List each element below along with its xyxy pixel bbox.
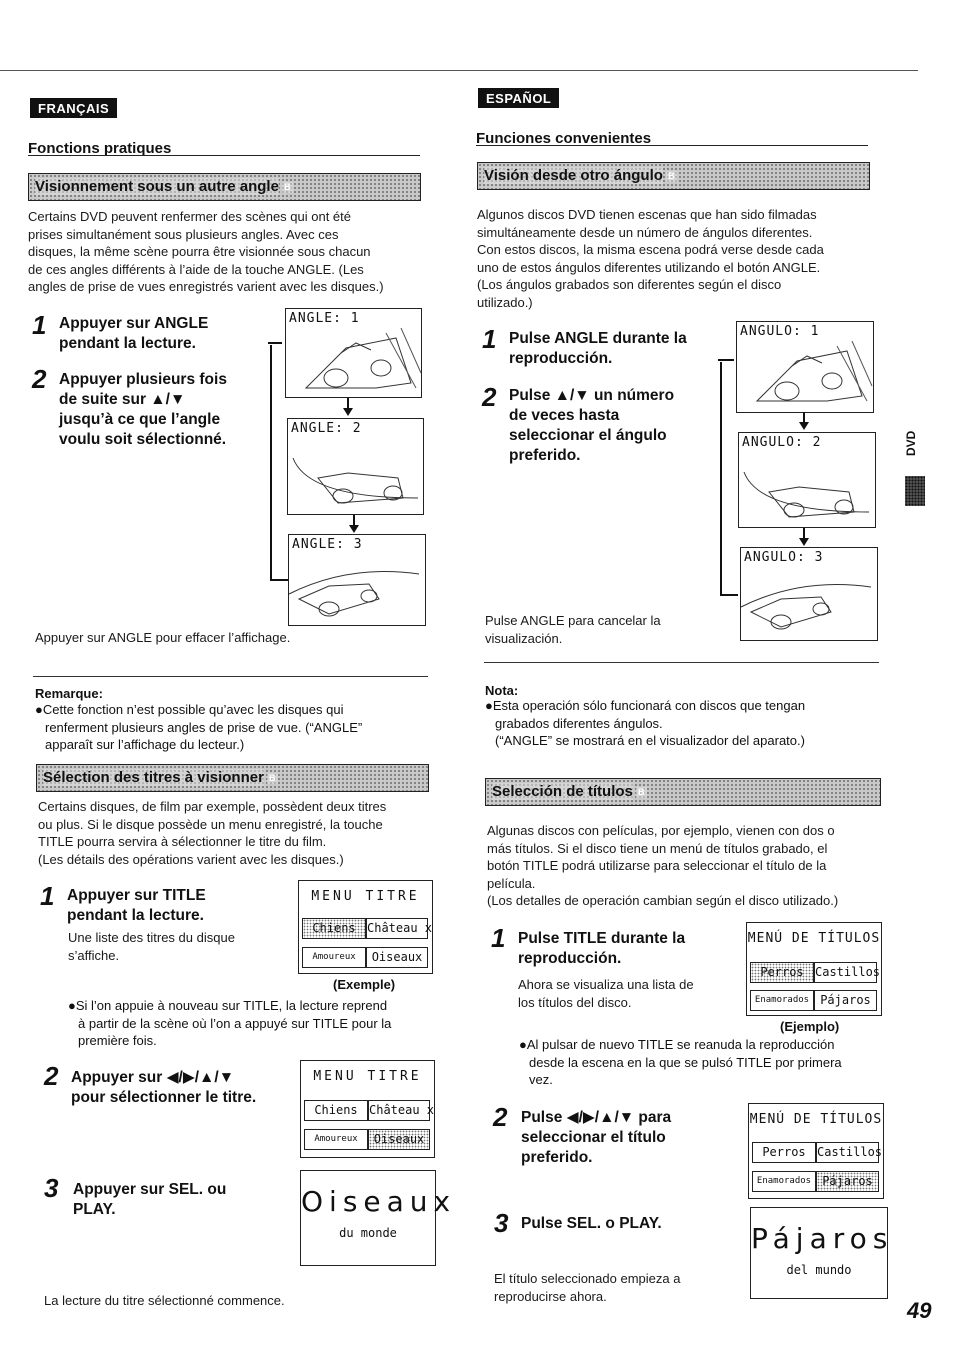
text-line: reproducción. — [518, 950, 622, 967]
divider — [33, 676, 428, 677]
side-tab-marker — [905, 476, 925, 506]
menu-item[interactable]: Perros — [752, 1142, 816, 1163]
banner-titles-fr-text: Sélection des titres à visionner — [43, 769, 264, 786]
end-note-fr: La lecture du titre sélectionné commence. — [44, 1293, 285, 1308]
menu-item[interactable]: Château x — [366, 918, 428, 939]
step-title-1-fr — [67, 886, 206, 926]
intro-angle-es — [477, 206, 877, 311]
flow-line — [270, 579, 288, 581]
text-line: ●Si l’on appuie à nouveau sur TITLE, la lecture reprend — [68, 998, 388, 1013]
step-title-3-es — [521, 1214, 662, 1234]
angle-osd-label: ANGULO: 2 — [742, 435, 822, 450]
title-menu-screen-2 — [748, 1103, 884, 1199]
racing-car-illustration — [289, 554, 425, 624]
text-line: seleccionar el ángulo — [509, 427, 667, 444]
clear-note-fr: Appuyer sur ANGLE pour effacer l’affichage. — [35, 630, 291, 645]
text-line: première fois. — [78, 1033, 157, 1048]
intro-angle-fr — [28, 208, 428, 296]
banner-titles-fr — [36, 764, 429, 792]
menu-item[interactable]: Enamorados — [750, 990, 814, 1011]
menu-item[interactable]: Amoureux — [302, 947, 366, 968]
text-line: desde la escena en la que se pulsó TITLE por primera — [529, 1054, 842, 1070]
racing-car-illustration — [741, 567, 877, 639]
remark-es — [485, 697, 885, 750]
text-line: Pulse ANGLE durante la — [509, 330, 687, 347]
page-number: 49 — [907, 1298, 932, 1323]
text-line: Appuyer sur TITLE — [67, 887, 206, 904]
text-line: à partir de la scène où l’on a appuyé sur TITLE pour la — [78, 1015, 392, 1031]
step-number: 2 — [44, 1061, 59, 1091]
angle-screen-3 — [740, 547, 878, 641]
text-line: Pulse SEL. o PLAY. — [521, 1215, 662, 1232]
text-line: Algunas discos con películas, por ejemplo, vienen con dos o — [487, 823, 835, 838]
text-line: los títulos del disco. — [518, 994, 632, 1010]
again-note-fr — [68, 997, 438, 1050]
text-line: disques, la même scène pourra être visionnée sous chacun — [28, 244, 371, 259]
heading-underline — [28, 155, 420, 156]
text-line: reproducirse ahora. — [494, 1288, 607, 1304]
text-line: (Los detalles de operación cambian según el disco utilizado.) — [487, 893, 839, 908]
remark-title-fr: Remarque: — [35, 686, 103, 701]
example-caption-es: (Ejemplo) — [780, 1019, 840, 1034]
menu-item-selected[interactable]: Pájaros — [816, 1171, 879, 1192]
step-title-3-fr — [73, 1180, 226, 1220]
text-line: pour sélectionner le titre. — [71, 1089, 257, 1106]
text-line: Appuyer sur ◀/▶/▲/▼ — [71, 1069, 235, 1086]
down-arrow-icon — [799, 538, 809, 546]
menu-item[interactable]: Pájaros — [814, 990, 877, 1011]
remark-fr — [35, 701, 435, 754]
flow-line — [720, 362, 722, 596]
text-line: Con estos discos, la misma escena podrá verse desde cada — [477, 242, 824, 257]
menu-item[interactable]: Chiens — [304, 1100, 368, 1121]
step-angle-1-fr — [59, 314, 208, 354]
text-line: pendant la lecture. — [59, 335, 196, 352]
text-line: visualización. — [485, 630, 563, 646]
text-line: prises simultanément sous plusieurs angles. Avec ces — [28, 226, 339, 242]
text-line: (Los ángulos grabados son diferentes según el disco — [477, 277, 782, 292]
menu-item[interactable]: Oiseaux — [366, 947, 428, 968]
disc-type-icon: B — [666, 171, 677, 182]
text-line: renferment plusieurs angles de prise de vue. (“ANGLE” — [45, 719, 363, 735]
text-line: grabados diferentes ángulos. — [495, 715, 663, 731]
step-number: 3 — [494, 1208, 509, 1238]
angle-osd-label: ANGULO: 1 — [740, 324, 820, 339]
remark-title-es: Nota: — [485, 683, 519, 698]
text-line: uno de estos ángulos diferentes utilizando el botón ANGLE. — [477, 259, 821, 275]
text-line: simultáneamente desde un número de ángulos diferentes. — [477, 224, 813, 240]
step-angle-1-es — [509, 329, 687, 369]
text-line: de suite sur ▲/▼ — [59, 391, 186, 408]
text-line: angles de prise de vues enregistrés varient avec les disques.) — [28, 279, 384, 294]
text-line: más títulos. Si el disco tiene un menú de títulos grabado, el — [487, 840, 828, 856]
text-line: preferido. — [509, 447, 581, 464]
step-number: 2 — [482, 382, 497, 412]
language-tab-spanish: ESPAÑOL — [478, 88, 559, 108]
disc-type-icon: B — [282, 182, 293, 193]
flow-arrow — [268, 342, 282, 344]
text-line: Pulse ANGLE para cancelar la — [485, 613, 661, 628]
text-line: ou plus. Si le disque possède un menu enregistré, la touche — [38, 816, 383, 832]
text-line: ●Esta operación sólo funcionará con discos que tengan — [485, 698, 806, 713]
title-playback-screen-es — [750, 1207, 894, 1299]
angle-osd-label: ANGULO: 3 — [744, 550, 824, 565]
menu-item[interactable]: Castillos — [816, 1142, 879, 1163]
step-title-1-es — [518, 929, 685, 969]
divider — [484, 662, 879, 663]
racing-car-illustration — [286, 328, 421, 398]
again-note-es — [519, 1036, 889, 1089]
text-line: PLAY. — [73, 1201, 116, 1218]
disc-type-icon: B — [267, 773, 278, 784]
movie-title: Pájaros — [751, 1222, 894, 1255]
text-line: s’affiche. — [68, 947, 120, 963]
down-arrow-icon — [343, 408, 353, 416]
movie-title: Oiseaux — [301, 1185, 457, 1218]
heading-underline — [476, 145, 868, 146]
racing-car-illustration — [737, 341, 873, 413]
racing-car-illustration — [739, 452, 875, 527]
banner-titles-es-text: Selección de títulos — [492, 783, 633, 800]
text-line: Ahora se visualiza una lista de — [518, 977, 694, 992]
banner-angle-fr-text: Visionnement sous un autre angle — [35, 178, 279, 195]
angle-osd-label: ANGLE: 1 — [289, 311, 360, 326]
end-note-es — [494, 1270, 680, 1305]
menu-item[interactable]: Château x — [368, 1100, 430, 1121]
text-line: vez. — [529, 1072, 553, 1087]
clear-note-es — [485, 612, 661, 647]
text-line: apparaît sur l’affichage du lecteur.) — [45, 737, 245, 752]
text-line: preferido. — [521, 1149, 593, 1166]
menu-item-selected[interactable]: Oiseaux — [368, 1129, 430, 1150]
movie-subtitle: del mundo — [786, 1263, 852, 1277]
movie-subtitle: du monde — [339, 1226, 397, 1240]
angle-osd-label: ANGLE: 3 — [292, 537, 363, 552]
text-line: película. — [487, 875, 536, 891]
down-arrow-icon — [349, 525, 359, 533]
down-arrow-icon — [799, 422, 809, 430]
text-line: Pulse ▲/▼ un número — [509, 387, 675, 404]
angle-screen-3 — [288, 534, 426, 626]
menu-title-label: MENÚ DE TÍTULOS — [747, 931, 881, 946]
angle-screen-2 — [287, 418, 424, 515]
intro-titles-es — [487, 822, 887, 910]
step-angle-2-fr — [59, 370, 227, 450]
text-line: (Les détails des opérations varient avec les disques.) — [38, 851, 344, 867]
text-line: jusqu’à ce que l’angle — [59, 411, 221, 428]
text-line: ●Cette fonction n’est possible qu’avec les disques qui — [35, 702, 344, 717]
text-line: Pulse ◀/▶/▲/▼ para — [521, 1109, 672, 1126]
step-title-2-es — [521, 1108, 671, 1168]
intro-titles-fr — [38, 798, 438, 868]
flow-line — [270, 345, 272, 581]
text-line: botón TITLE podrá utilizarse para seleccionar el título de la — [487, 858, 827, 873]
angle-screen-1 — [736, 321, 874, 413]
text-line: pendant la lecture. — [67, 907, 204, 924]
menu-title-label: MENU TITRE — [313, 1069, 422, 1084]
step-number: 1 — [491, 923, 506, 953]
banner-angle-fr — [28, 173, 421, 201]
angle-osd-label: ANGLE: 2 — [291, 421, 362, 436]
section-heading-fr: Fonctions pratiques — [28, 140, 172, 157]
text-line: utilizado.) — [477, 294, 533, 310]
text-line: El título seleccionado empieza a — [494, 1271, 681, 1286]
text-line: seleccionar el título — [521, 1129, 666, 1146]
disc-type-icon: B — [636, 787, 647, 798]
text-line: Appuyer plusieurs fois — [59, 371, 227, 388]
step-title-2-fr — [71, 1068, 256, 1108]
language-tab-french: FRANÇAIS — [30, 98, 117, 118]
banner-angle-es-text: Visión desde otro ángulo — [484, 167, 663, 184]
text-line: Certains DVD peuvent renfermer des scènes qui ont été — [28, 209, 352, 224]
example-caption-fr: (Exemple) — [333, 977, 396, 992]
text-line: de veces hasta — [509, 407, 620, 424]
menu-item[interactable]: Amoureux — [304, 1129, 368, 1150]
title-playback-screen-fr — [300, 1170, 457, 1266]
text-line: Algunos discos DVD tienen escenas que han sido filmadas — [477, 207, 817, 222]
racing-car-illustration — [288, 438, 423, 513]
text-line: (“ANGLE” se mostrará en el visualizador del aparato.) — [495, 733, 805, 748]
menu-item[interactable]: Enamorados — [752, 1171, 816, 1192]
text-line: TITLE pourra servira à sélectionner le titre du film. — [38, 834, 327, 849]
top-rule — [0, 70, 918, 71]
angle-screen-1 — [285, 308, 422, 398]
step-number: 3 — [44, 1173, 59, 1203]
text-line: Certains disques, de film par exemple, possèdent deux titres — [38, 799, 387, 814]
banner-titles-es — [485, 778, 881, 806]
text-line: Appuyer sur ANGLE — [59, 315, 209, 332]
step-angle-2-es — [509, 386, 674, 466]
text-line: Appuyer sur SEL. ou — [73, 1181, 227, 1198]
title-menu-screen-1 — [298, 880, 433, 974]
step-number: 2 — [493, 1102, 508, 1132]
step-title-1-sub-es — [518, 976, 694, 1011]
title-menu-screen-1 — [746, 922, 882, 1016]
text-line: voulu soit sélectionné. — [59, 431, 227, 448]
menu-title-label: MENÚ DE TÍTULOS — [749, 1112, 883, 1127]
menu-item-selected[interactable]: Perros — [750, 962, 814, 983]
menu-title-label: MENU TITRE — [311, 889, 420, 904]
text-line: Pulse TITLE durante la — [518, 930, 686, 947]
step-number: 2 — [32, 364, 47, 394]
angle-screen-2 — [738, 432, 876, 528]
side-tab-dvd: DVD — [904, 430, 918, 456]
title-menu-screen-2 — [300, 1060, 435, 1158]
step-number: 1 — [40, 881, 55, 911]
flow-line — [720, 594, 738, 596]
section-heading-es: Funciones convenientes — [476, 130, 652, 147]
step-number: 1 — [32, 310, 47, 340]
menu-item[interactable]: Castillos — [814, 962, 877, 983]
text-line: reproducción. — [509, 350, 613, 367]
text-line: de ces angles différents à l’aide de la touche ANGLE. (Les — [28, 261, 364, 277]
banner-angle-es — [477, 162, 870, 190]
flow-arrow — [718, 359, 734, 361]
step-number: 1 — [482, 324, 497, 354]
text-line: Une liste des titres du disque — [68, 930, 235, 945]
text-line: ●Al pulsar de nuevo TITLE se reanuda la reproducción — [519, 1037, 835, 1052]
menu-item-selected[interactable]: Chiens — [302, 918, 366, 939]
step-title-1-sub-fr — [68, 929, 235, 964]
